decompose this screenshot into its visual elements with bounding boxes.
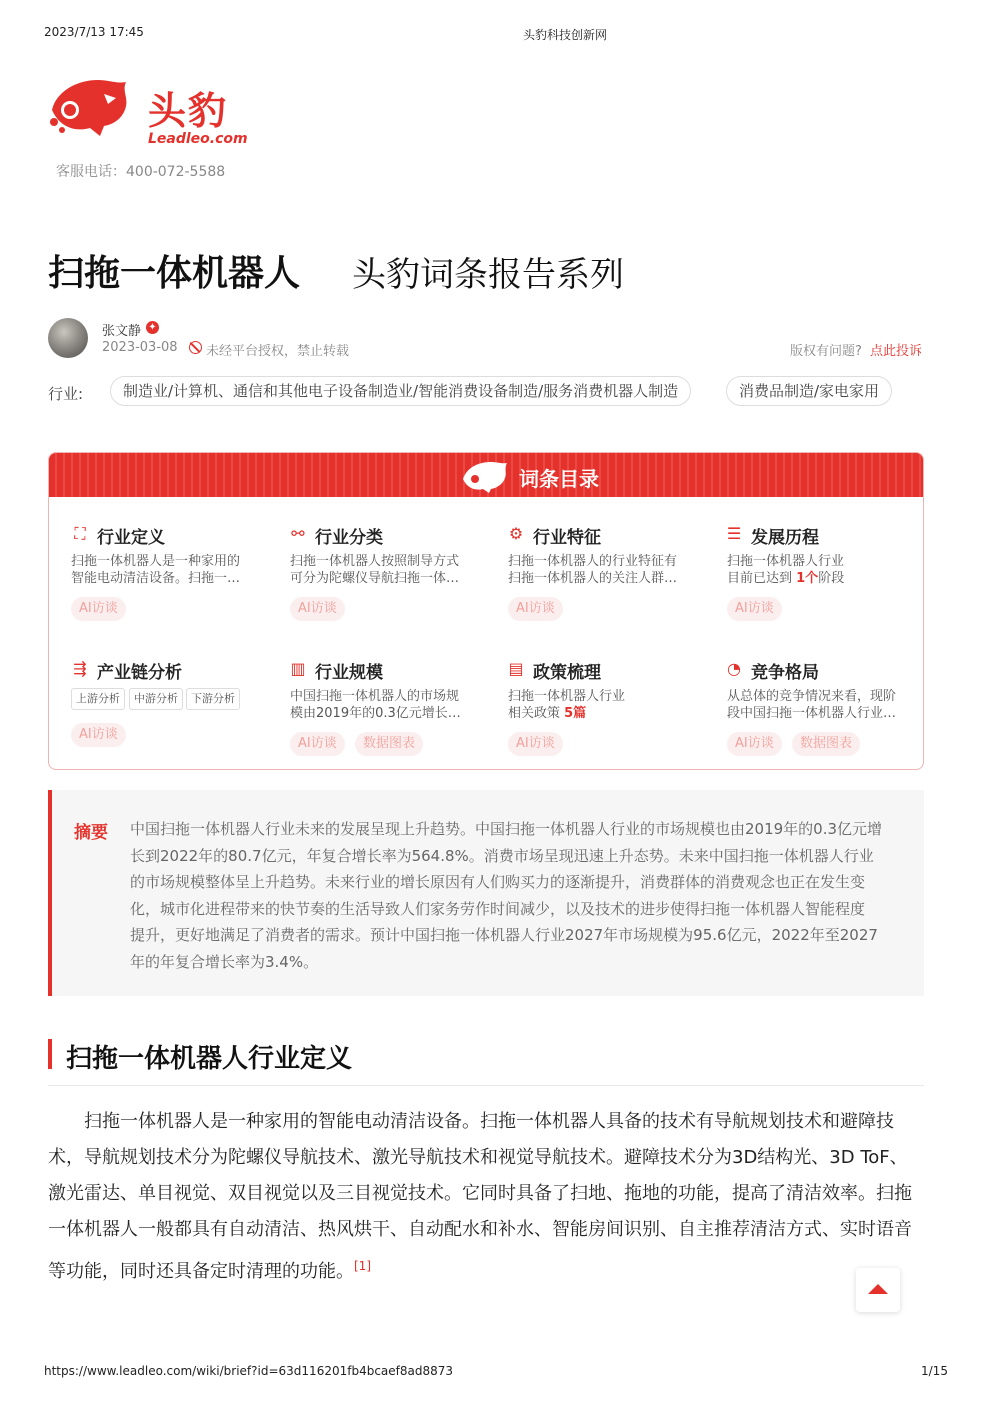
copyright-notice: 未经平台授权，禁止转载 (206, 344, 350, 359)
hotline: 客服电话：400-072-5588 (56, 164, 226, 180)
print-site-title: 头豹科技创新网 (523, 28, 608, 42)
desc-line: 相关政策 (508, 706, 565, 721)
ai-interview-tag[interactable]: AI访谈 (71, 597, 126, 621)
policy-count: 5篇 (564, 706, 587, 721)
upstream-analysis-button[interactable]: 上游分析 (71, 688, 125, 710)
definition-icon: ⛶ (74, 524, 86, 543)
ai-interview-tag[interactable]: AI访谈 (290, 597, 345, 621)
toc-item-title[interactable]: 行业特征 (533, 528, 601, 548)
desc-line: 阶段 (818, 571, 845, 586)
page-subtitle: 头豹词条报告系列 (352, 255, 624, 295)
section-body (48, 1104, 924, 1290)
desc-line: 从总体的竞争情况来看，现阶 (727, 689, 897, 704)
verified-badge-icon: ✦ (146, 321, 159, 334)
desc-line: 扫拖一体机器人行业 (508, 689, 626, 704)
print-page-number: 1/15 (921, 1364, 948, 1378)
classification-icon: ⚯ (291, 524, 305, 543)
downstream-analysis-button[interactable]: 下游分析 (186, 688, 240, 710)
publish-date: 2023-03-08 (102, 340, 178, 355)
toc-item-title[interactable]: 行业分类 (315, 528, 383, 548)
data-chart-tag[interactable]: 数据图表 (792, 732, 860, 756)
summary-label: 摘要 (74, 823, 108, 843)
summary-line: 中国扫拖一体机器人行业未来的发展呈现上升趋势。中国扫拖一体机器人行业的市场规模也由2019年的0.3亿元增 (130, 820, 883, 838)
copyright-question: 版权有问题? (790, 344, 862, 359)
policy-icon: ▤ (508, 659, 524, 678)
desc-line: 智能电动清洁设备。扫拖一… (71, 571, 241, 586)
desc-line: 扫拖一体机器人行业 (727, 554, 845, 569)
toc-item-title[interactable]: 行业定义 (97, 528, 165, 548)
reference-link[interactable]: [1] (354, 1259, 371, 1273)
ai-interview-tag[interactable]: AI访谈 (727, 732, 782, 756)
author-name[interactable]: 张文静 (102, 324, 142, 339)
toc-item-title[interactable]: 产业链分析 (97, 663, 182, 683)
desc-line: 段中国扫拖一体机器人行业… (727, 706, 897, 721)
arrow-up-icon (868, 1284, 888, 1294)
industry-pill[interactable]: 制造业/计算机、通信和其他电子设备制造业/智能消费设备制造/服务消费机器人制造 (110, 376, 691, 406)
chain-icon: ⇶ (73, 659, 87, 678)
toc-item-desc (290, 553, 480, 587)
summary-line: 的市场规模整体呈上升趋势。未来行业的增长原因有人们购买力的逐渐提升，消费群体的消费观念也正在发生变 (130, 873, 866, 891)
avatar[interactable] (48, 318, 88, 358)
scale-icon: ▥ (290, 659, 306, 678)
toc-item-desc (508, 553, 698, 587)
desc-line: 扫拖一体机器人是一种家用的 (71, 554, 241, 569)
ai-interview-tag[interactable]: AI访谈 (727, 597, 782, 621)
midstream-analysis-button[interactable]: 中游分析 (129, 688, 183, 710)
toc-item-desc (71, 553, 261, 587)
desc-line: 中国扫拖一体机器人的市场规 (290, 689, 460, 704)
toc-item-title[interactable]: 行业规模 (315, 663, 383, 683)
back-to-top-button[interactable] (856, 1268, 900, 1312)
industry-pill[interactable]: 消费品制造/家电家用 (726, 376, 892, 406)
toc-item-desc (290, 688, 480, 722)
desc-line: 目前已达到 (727, 571, 797, 586)
toc-item-desc (508, 688, 698, 722)
body-text: 扫拖一体机器人是一种家用的智能电动清洁设备。扫拖一体机器人具备的技术有导航规划技术和避障技术，导航规划技术分为陀螺仪导航技术、激光导航技术和视觉导航技术。避障技术分为3D结构光、3D ToF、激光雷达、单目视觉、双目视觉以及三目视觉技术。它同时具备了扫地、拖地的功能，提高了清洁效率。扫拖一体机器人一般都具有自动清洁、热风烘干、自动配水和补水、智能房间识别、自主推荐清洁方式、实时语音等功能，同时还具备定时清理的功能。 (48, 1111, 912, 1282)
desc-line: 模由2019年的0.3亿元增长… (290, 706, 461, 721)
summary-line: 化，城市化进程带来的快节奏的生活导致人们家务劳作时间减少，以及技术的进步使得扫拖一体机器人智能程度 (130, 899, 866, 918)
feature-icon: ⚙ (508, 524, 524, 543)
desc-line: 扫拖一体机器人的关注人群… (508, 571, 678, 586)
data-chart-tag[interactable]: 数据图表 (355, 732, 423, 756)
forbidden-icon (189, 341, 202, 354)
desc-line: 扫拖一体机器人按照制导方式 (290, 554, 460, 569)
leopard-icon (461, 459, 509, 493)
toc-item-title[interactable]: 发展历程 (751, 528, 819, 548)
page-title: 扫拖一体机器人 (48, 253, 301, 294)
report-link[interactable]: 点此投诉 (870, 344, 923, 359)
summary-line: 长到2022年的80.7亿元，年复合增长率为564.8%。消费市场呈现迅速上升态势。未来中国扫拖一体机器人行业 (130, 846, 874, 865)
stage-count: 1个 (796, 571, 819, 586)
divider (48, 1085, 924, 1086)
print-datetime: 2023/7/13 17:45 (44, 25, 144, 39)
summary-line: 年的年复合增长率为3.4%。 (130, 952, 319, 971)
toc-item-title[interactable]: 竞争格局 (751, 663, 819, 683)
summary-text (130, 816, 910, 975)
ai-interview-tag[interactable]: AI访谈 (71, 723, 126, 747)
logo-text-cn: 头豹 (148, 89, 229, 133)
toc-item-title[interactable]: 政策梳理 (533, 663, 601, 683)
history-icon: ☰ (726, 524, 742, 543)
industry-label: 行业: (48, 385, 84, 403)
desc-line: 可分为陀螺仪导航扫拖一体… (290, 571, 460, 586)
print-url: https://www.leadleo.com/wiki/brief?id=63d116201fb4bcaef8ad8873 (44, 1364, 454, 1378)
toc-title: 词条目录 (519, 467, 599, 491)
toc-item-desc (727, 688, 917, 722)
logo-text-en: Leadleo.com (148, 131, 248, 147)
ai-interview-tag[interactable]: AI访谈 (290, 732, 345, 756)
section-title: 扫拖一体机器人行业定义 (66, 1044, 353, 1074)
ai-interview-tag[interactable]: AI访谈 (508, 597, 563, 621)
desc-line: 扫拖一体机器人的行业特征有 (508, 554, 678, 569)
toc-card (48, 452, 924, 770)
section-accent-bar (48, 1039, 52, 1069)
ai-interview-tag[interactable]: AI访谈 (508, 732, 563, 756)
summary-line: 提升，更好地满足了消费者的需求。预计中国扫拖一体机器人行业2027年市场规模为95.6亿元，2022年至2027 (130, 926, 878, 944)
summary-box (48, 790, 924, 996)
leopard-logo-icon[interactable] (46, 72, 132, 138)
toc-item-desc (727, 553, 917, 587)
competition-icon: ◔ (727, 659, 741, 678)
